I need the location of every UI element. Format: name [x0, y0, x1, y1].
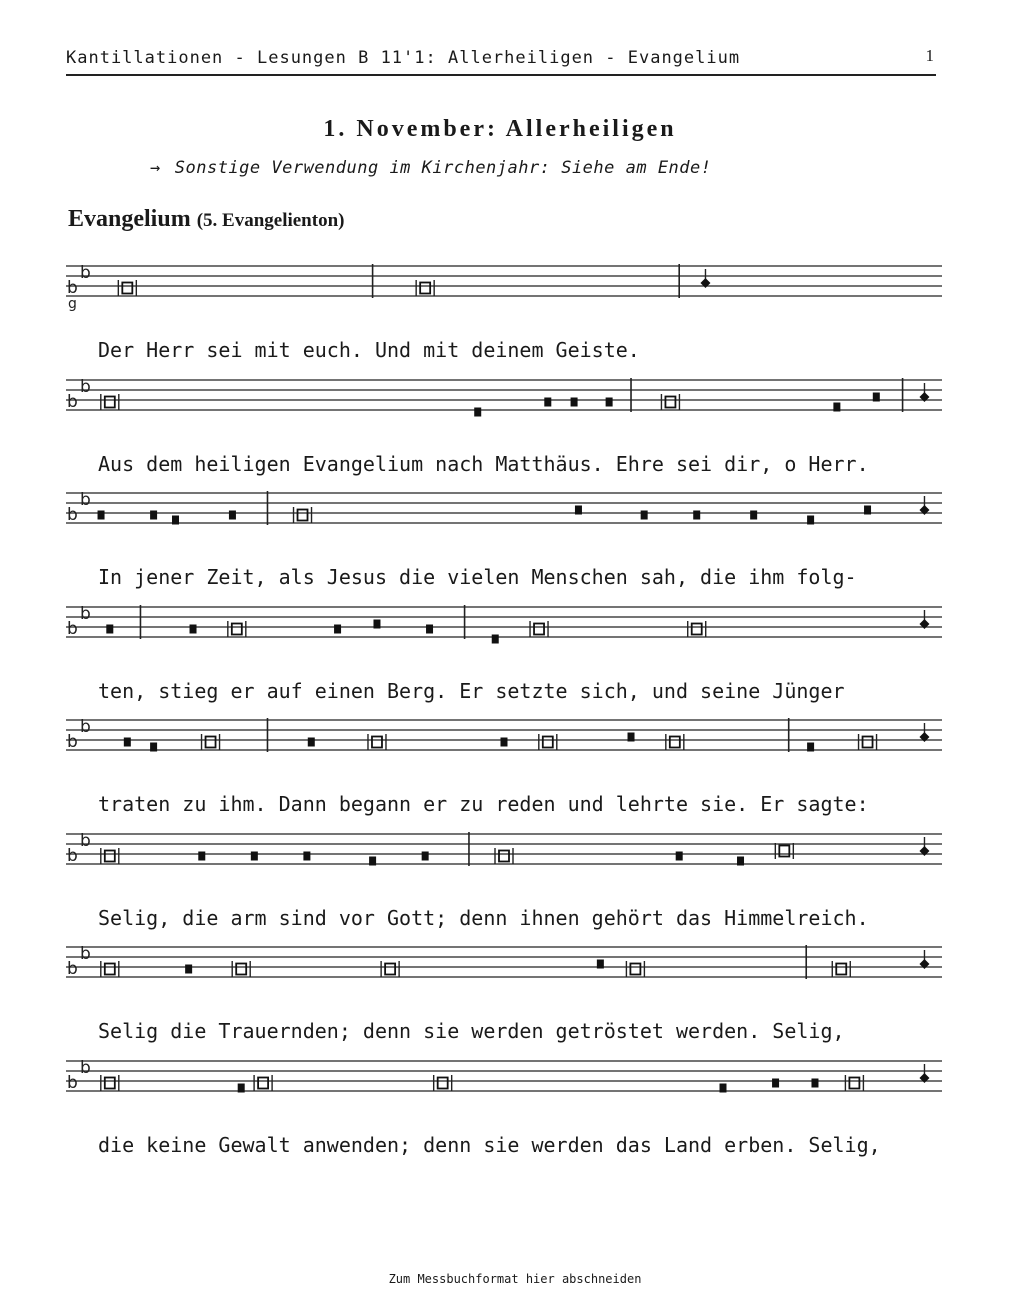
note-head: [597, 960, 604, 969]
note-head: [303, 851, 310, 860]
running-header-title: Kantillationen - Lesungen B 11'1: Allerheiligen - Evangelium: [66, 48, 741, 68]
staff-system: [66, 485, 942, 591]
recitation-note: [105, 1077, 115, 1088]
note-head: [772, 1078, 779, 1087]
staff: [66, 1053, 942, 1113]
recitation-note: [692, 623, 702, 634]
lyric-line: traten zu ihm. Dann begann er zu reden und lehrte sie. Er sagte:: [98, 792, 869, 816]
recitation-note: [543, 737, 553, 748]
recitation-note: [122, 283, 132, 294]
note-head: [606, 397, 613, 406]
arrow-icon: →: [150, 158, 161, 178]
flat-sign: b: [80, 603, 91, 624]
recitation-note: [534, 623, 544, 634]
note-head: [641, 511, 648, 520]
note-head: [334, 624, 341, 633]
staff: [66, 599, 942, 659]
flat-sign: b: [67, 845, 78, 866]
flat-sign: b: [67, 1072, 78, 1093]
note-head: [150, 511, 157, 520]
subtitle-text: Sonstige Verwendung im Kirchenjahr: Siehe am Ende!: [174, 158, 712, 178]
recitation-note: [105, 850, 115, 861]
flat-sign: b: [67, 618, 78, 639]
lyric-line: ten, stieg er auf einen Berg. Er setzte sich, und seine Jünger: [98, 678, 845, 703]
note-head: [807, 516, 814, 525]
recitation-note: [298, 510, 308, 521]
note-head: [750, 511, 757, 520]
flat-sign: b: [80, 1057, 91, 1078]
staff-system: [66, 599, 942, 705]
note-head: [807, 743, 814, 752]
recitation-note: [779, 845, 789, 856]
staff: [66, 372, 942, 432]
flat-sign: b: [67, 732, 78, 752]
note-head: [369, 856, 376, 865]
lyric-line: Aus dem heiligen Evangelium nach Matthäus. Ehre sei dir, o Herr.: [98, 451, 869, 476]
note-head: [544, 397, 551, 406]
note-head: [811, 1078, 818, 1087]
flat-sign: b: [80, 717, 91, 737]
note-head: [229, 511, 236, 520]
recitation-note: [849, 1077, 859, 1088]
note-head: [873, 392, 880, 401]
note-head: [693, 511, 700, 520]
note-head: [426, 624, 433, 633]
recitation-note: [232, 623, 242, 634]
section-heading: [68, 206, 344, 233]
flat-sign: b: [80, 263, 91, 283]
note-head: [571, 397, 578, 406]
page-title: 1. November: Allerheiligen: [323, 116, 677, 142]
note-head: [373, 619, 380, 628]
note-head: [492, 634, 499, 643]
flat-sign: b: [67, 505, 78, 525]
note-head: [198, 851, 205, 860]
flat-sign: b: [80, 944, 91, 964]
note-head: [737, 856, 744, 865]
note-head: [720, 1083, 727, 1092]
recitation-note: [665, 396, 675, 407]
flat-sign: b: [67, 959, 78, 979]
note-head: [676, 851, 683, 860]
note-head: [98, 511, 105, 520]
flat-sign: b: [80, 490, 91, 510]
recitation-note: [236, 964, 246, 975]
note-head: [106, 624, 113, 633]
recitation-note: [670, 737, 680, 748]
note-head: [422, 851, 429, 860]
recitation-note: [258, 1077, 268, 1088]
staff: [66, 939, 942, 999]
lyric-line: die keine Gewalt anwenden; denn sie werden das Land erben. Selig,: [98, 1132, 881, 1157]
note-head: [308, 738, 315, 747]
note-head: [501, 738, 508, 747]
recitation-note: [206, 737, 216, 748]
staff: [66, 712, 942, 772]
note-head: [474, 407, 481, 416]
recitation-note: [438, 1077, 448, 1088]
clef-letter: g: [68, 296, 77, 312]
note-head: [628, 733, 635, 742]
flat-sign: b: [80, 376, 91, 397]
note-head: [833, 402, 840, 411]
lyric-line: In jener Zeit, als Jesus die vielen Menschen sah, die ihm folg-: [98, 565, 857, 589]
running-header: [66, 46, 936, 76]
note-head: [124, 738, 131, 747]
staff-system: [66, 1053, 942, 1159]
recitation-note: [105, 964, 115, 975]
lyric-line: Selig die Trauernden; denn sie werden getröstet werden. Selig,: [98, 1019, 845, 1043]
staff: [66, 258, 942, 318]
staff-system: [66, 372, 942, 478]
note-head: [251, 851, 258, 860]
staff-system: [66, 826, 942, 932]
subtitle-note: [150, 158, 712, 178]
staff: [66, 826, 942, 886]
note-head: [172, 516, 179, 525]
flat-sign: b: [67, 278, 78, 298]
recitation-note: [420, 283, 430, 294]
staff: [66, 485, 942, 545]
cut-line-note: Zum Messbuchformat hier abschneiden: [388, 1272, 642, 1286]
note-head: [864, 506, 871, 515]
recitation-note: [499, 850, 509, 861]
lyric-line: Der Herr sei mit euch. Und mit deinem Geiste.: [98, 338, 640, 362]
section-title: Evangelium: [68, 206, 191, 232]
flat-sign: b: [80, 830, 91, 851]
note-head: [185, 965, 192, 974]
note-head: [575, 506, 582, 515]
flat-sign: b: [67, 391, 78, 412]
recitation-note: [630, 964, 640, 975]
note-head: [150, 743, 157, 752]
recitation-note: [105, 396, 115, 407]
recitation-note: [863, 737, 873, 748]
lyric-line: Selig, die arm sind vor Gott; denn ihnen gehört das Himmelreich.: [98, 905, 869, 930]
recitation-note: [385, 964, 395, 975]
page-number: 1: [925, 46, 934, 65]
staff-system: [66, 712, 942, 818]
staff-system: [66, 258, 942, 364]
staff-system: [66, 939, 942, 1045]
note-head: [238, 1083, 245, 1092]
recitation-note: [836, 964, 846, 975]
recitation-note: [372, 737, 382, 748]
note-head: [190, 624, 197, 633]
section-tone: (5. Evangelienton): [196, 210, 345, 231]
